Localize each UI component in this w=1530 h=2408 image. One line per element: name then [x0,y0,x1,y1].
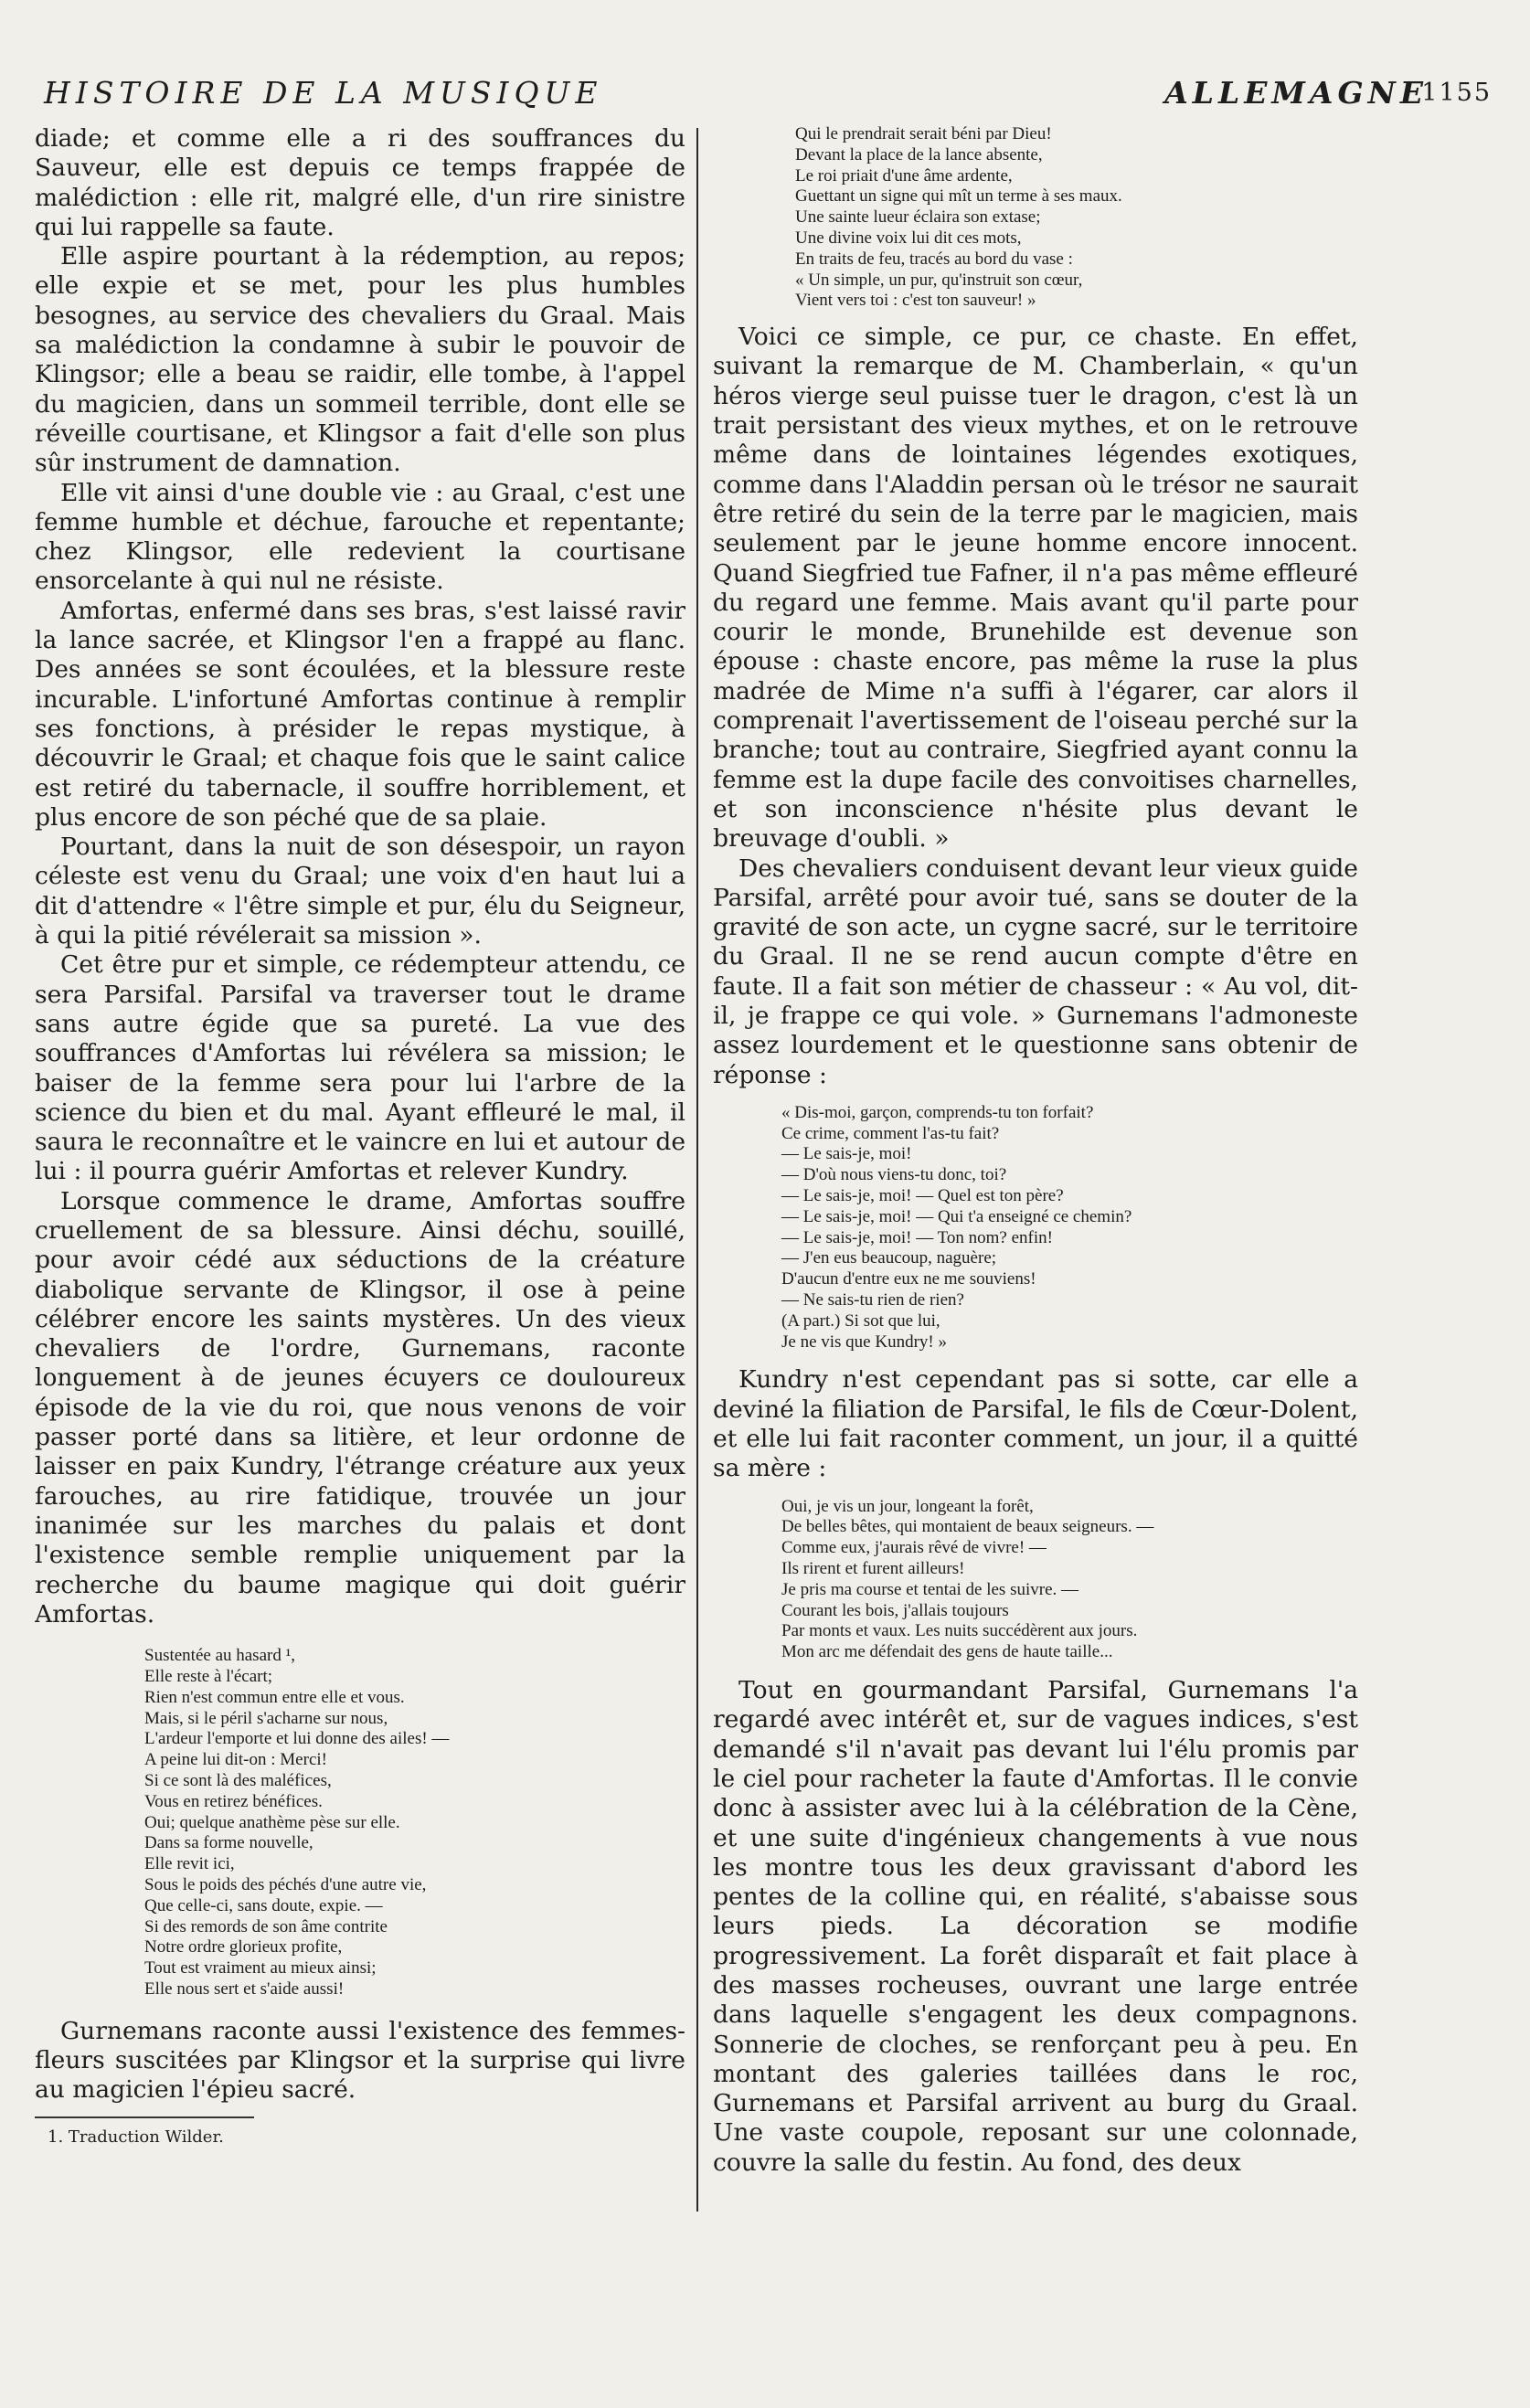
verse-line: Comme eux, j'aurais rêvé de vivre! — [781,1538,1047,1558]
column-divider [696,128,698,2212]
verse-line: Tout est vraiment au mieux ainsi; [144,1958,377,1978]
verse-line: Qui le prendrait serait béni par Dieu! [795,124,1052,143]
verse-line: — Le sais-je, moi! — Quel est ton père? [781,1186,1064,1206]
paragraph: Kundry n'est cependant pas si sotte, car elle a deviné la filiation de Parsifal, le fils de Cœur-Dolent, et elle lui fait raconter comment, un jour, il a quitté sa mère : [713,1365,1358,1483]
right-column [713,124,1358,2336]
verse-line: Par monts et vaux. Les nuits succédèrent aux jours. [781,1621,1138,1641]
verse-line: En traits de feu, tracés au bord du vase : [795,249,1073,269]
verse-line: — Le sais-je, moi! [781,1144,912,1164]
verse-line: Rien n'est commun entre elle et vous. [144,1687,405,1707]
verse-line: Sous le poids des péchés d'une autre vie, [144,1874,427,1894]
verse-block [713,1497,1358,1663]
verse-line: Ce crime, comment l'as-tu fait? [781,1123,1000,1143]
verse-line: Une sainte lueur éclaira son extase; [795,207,1041,228]
paragraph: Tout en gourmandant Parsifal, Gurnemans l'a regardé avec intérêt et, sur de vagues indices, s'est demandé s'il n'avait pas devant lui l'élu promis par le ciel pour racheter la faute d'Amfortas. Il le convie donc à assister avec lui à la célébration de la Cène, et une suite d'ingénieux changements à vue nous les montre tous les deux gravissant d'abord les pentes de la colline qui, en réalité, s'abaisse sous leurs pieds. La décoration se modifie progressivement. La forêt disparaît et fait place à des masses rocheuses, ouvrant une large entrée dans laquelle s'engagent les deux compagnons. Sonnerie de cloches, se renforçant peu à peu. En montant des galeries taillées dans le roc, Gurnemans et Parsifal arrivent au burg du Graal. Une vaste coupole, reposant sur une colonnade, couvre la salle du festin. Au fond, des deux [713,1676,1358,2177]
verse-line: Elle nous sert et s'aide aussi! [144,1978,345,1999]
verse-block [35,1646,685,2000]
running-title-right: ALLEMAGNE [1164,75,1428,111]
verse-line: — J'en eus beaucoup, naguère; [781,1248,997,1268]
paragraph: Des chevaliers conduisent devant leur vieux guide Parsifal, arrêté pour avoir tué, sans se douter de la gravité de son acte, un cygne sacré, sur le territoire du Graal. Il ne se rend aucun compte d'être en faute. Il a fait son métier de chasseur : « Au vol, dit-il, je frappe ce qui vole. » Gurnemans l'admoneste assez lourdement et le questionne sans obtenir de réponse : [713,854,1358,1089]
verse-line: Ils rirent et furent ailleurs! [781,1559,965,1579]
verse-line: A peine lui dit-on : Merci! [144,1750,327,1770]
running-title-left: HISTOIRE DE LA MUSIQUE [44,75,603,111]
paragraph: Gurnemans raconte aussi l'existence des femmes-fleurs suscitées par Klingsor et la surprise qui livre au magicien l'épieu sacré. [35,2016,685,2105]
verse-line: — Ne sais-tu rien de rien? [781,1290,964,1310]
verse-line: Notre ordre glorieux profite, [144,1937,343,1957]
verse-line: Elle reste à l'écart; [144,1666,273,1686]
paragraph: Voici ce simple, ce pur, ce chaste. En effet, suivant la remarque de M. Chamberlain, « qu'un héros vierge seul puisse tuer le dragon, c'est là un trait persistant des vieux mythes, et on le retrouve même dans de lointaines légendes exotiques, comme dans l'Aladdin persan où le trésor ne saurait être retiré du sein de la terre par le magicien, mais seulement par le jeune homme encore innocent. Quand Siegfried tue Fafner, il n'a pas même effleuré du regard une femme. Mais avant qu'il parte pour courir le monde, Brunehilde est devenue son épouse : chaste encore, pas même la ruse la plus madrée de Mime n'a suffi à l'égarer, car alors il comprenait l'avertissement de l'oiseau perché sur la branche; tout au contraire, Siegfried ayant connu la femme est la dupe facile des convoitises charnelles, et son inconscience n'hésite plus devant le breuvage d'oubli. » [713,323,1358,854]
verse-line: De belles bêtes, qui montaient de beaux seigneurs. — [781,1517,1154,1537]
paragraph: Pourtant, dans la nuit de son désespoir, un rayon céleste est venu du Graal; une voix d'en haut lui a dit d'attendre « l'être simple et pur, élu du Seigneur, à qui la pitié révélerait sa mission ». [35,833,685,950]
verse-line: — Le sais-je, moi! — Qui t'a enseigné ce chemin? [781,1206,1132,1226]
verse-line: Dans sa forme nouvelle, [144,1833,313,1853]
verse-line: Guettant un signe qui mît un terme à ses maux. [795,186,1122,207]
verse-line: « Dis-moi, garçon, comprends-tu ton forfait? [781,1102,1094,1122]
verse-line: (A part.) Si sot que lui, [781,1310,940,1331]
paragraph: diade; et comme elle a ri des souffrances du Sauveur, elle est depuis ce temps frappée de malédiction : elle rit, malgré elle, d'un rire sinistre qui lui rappelle sa faute. [35,124,685,241]
paragraph: Amfortas, enfermé dans ses bras, s'est laissé ravir la lance sacrée, et Klingsor l'en a frappé au flanc. Des années se sont écoulées, et la blessure reste incurable. L'infortuné Amfortas continue à remplir ses fonctions, à présider le repas mystique, à découvrir le Graal; et chaque fois que le saint calice est retiré du tabernacle, il souffre horriblement, et plus encore de son péché que de sa plaie. [35,596,685,832]
footnote: 1. Traduction Wilder. [48,2127,224,2147]
verse-block [713,1103,1358,1353]
page-header [44,75,1492,117]
verse-line: Je ne vis que Kundry! » [781,1331,947,1352]
verse-line: « Un simple, un pur, qu'instruit son cœur, [795,270,1083,290]
verse-line: Devant la place de la lance absente, [795,144,1043,164]
left-column [35,124,685,2336]
verse-line: Le roi priait d'une âme ardente, [795,165,1013,186]
verse-line: Oui; quelque anathème pèse sur elle. [144,1812,400,1832]
paragraph: Elle aspire pourtant à la rédemption, au repos; elle expie et se met, pour les plus humbles besognes, au service des chevaliers du Graal. Mais sa malédiction la condamne à subir le pouvoir de Klingsor; elle a beau se raidir, elle tombe, à l'appel du magicien, dans un sommeil terrible, dont elle se réveille courtisane, et Klingsor a fait d'elle son plus sûr instrument de damnation. [35,242,685,478]
verse-block [713,124,1358,312]
verse-line: Mais, si le péril s'acharne sur nous, [144,1708,388,1728]
verse-line: Si des remords de son âme contrite [144,1916,388,1936]
page-number: 1155 [1421,79,1492,107]
verse-line: D'aucun d'entre eux ne me souviens! [781,1269,1036,1289]
verse-line: Vous en retirez bénéfices. [144,1791,323,1811]
verse-line: Vient vers toi : c'est ton sauveur! » [795,291,1036,311]
verse-line: — D'où nous viens-tu donc, toi? [781,1165,1007,1185]
verse-line: Sustentée au hasard ¹, [144,1646,296,1666]
verse-line: Que celle-ci, sans doute, expie. — [144,1895,383,1915]
paragraph: Cet être pur et simple, ce rédempteur attendu, ce sera Parsifal. Parsifal va traverser tout le drame sans autre égide que sa pureté. La vue des souffrances d'Amfortas lui révélera sa mission; le baiser de la femme sera pour lui l'arbre de la science du bien et du mal. Ayant effleuré le mal, il saura le reconnaître et le vaincre en lui et autour de lui : il pourra guérir Amfortas et relever Kundry. [35,950,685,1186]
paragraph: Lorsque commence le drame, Amfortas souffre cruellement de sa blessure. Ainsi déchu, souillé, pour avoir cédé aux séductions de la créature diabolique servante de Klingsor, il ose à peine célébrer encore les saints mystères. Un des vieux chevaliers de l'ordre, Gurnemans, raconte longuement à de jeunes écuyers ce douloureux épisode de la vie du roi, que nous venons de voir passer porté dans sa litière, et leur ordonne de laisser en paix Kundry, l'étrange créature aux yeux farouches, au rire fatidique, trouvée un jour inanimée sur les marches du palais et dont l'existence semble remplie uniquement par la recherche du baume magique qui doit guérir Amfortas. [35,1186,685,1628]
verse-line: Je pris ma course et tentai de les suivre. — [781,1579,1079,1599]
paragraph: Elle vit ainsi d'une double vie : au Graal, c'est une femme humble et déchue, farouche et repentante; chez Klingsor, elle redevient la courtisane ensorcelante à qui nul ne résiste. [35,478,685,596]
verse-line: L'ardeur l'emporte et lui donne des ailes! — [144,1729,450,1749]
verse-line: Elle revit ici, [144,1854,235,1874]
verse-line: Oui, je vis un jour, longeant la forêt, [781,1496,1034,1516]
verse-line: Une divine voix lui dit ces mots, [795,228,1022,248]
verse-line: Courant les bois, j'allais toujours [781,1600,1009,1620]
verse-line: — Le sais-je, moi! — Ton nom? enfin! [781,1227,1053,1247]
verse-line: Mon arc me défendait des gens de haute taille... [781,1642,1113,1662]
verse-line: Si ce sont là des maléfices, [144,1770,332,1790]
footnote-rule [35,2116,254,2118]
